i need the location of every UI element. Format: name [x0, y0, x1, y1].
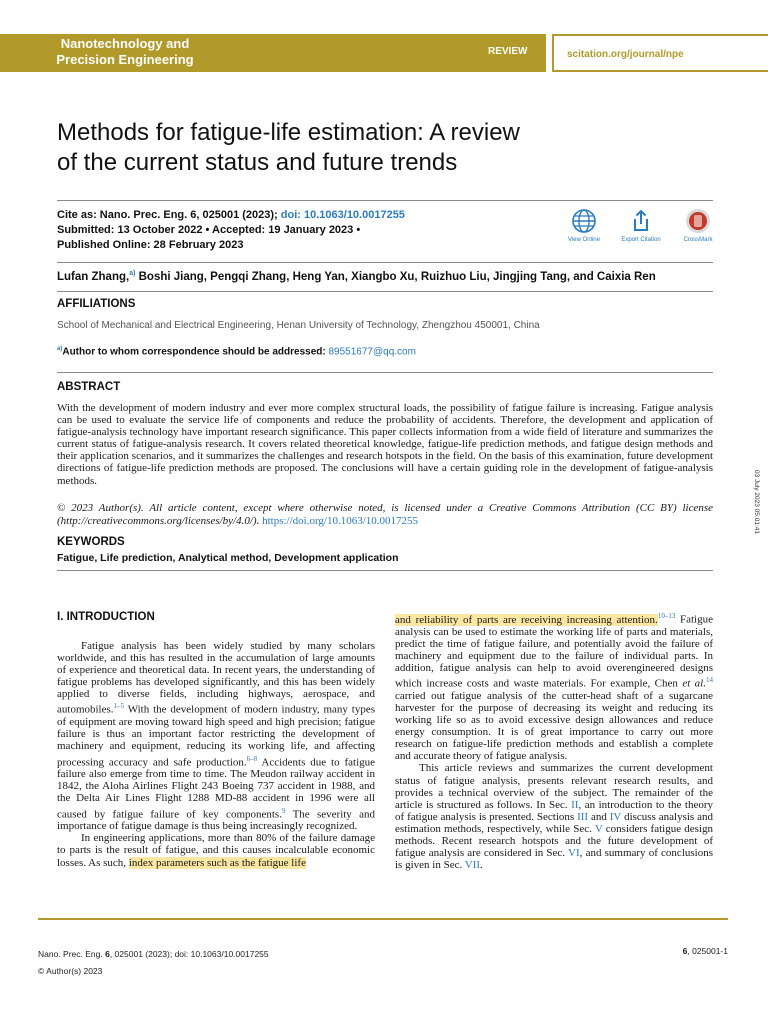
journal-name-line1: Nanotechnology and: [60, 36, 190, 51]
citation-block: [57, 208, 405, 253]
crossmark-icon: [685, 208, 711, 234]
section-link[interactable]: III: [577, 810, 589, 823]
author-list: [57, 270, 656, 283]
body-column-left: [57, 640, 375, 869]
body-column-right: [395, 610, 713, 871]
cite-prefix: Cite as: Nano. Prec. Eng.: [57, 209, 191, 221]
page-number: 6, 025001-1: [682, 946, 728, 956]
export-citation-button[interactable]: [617, 208, 665, 243]
citation-ref[interactable]: 6–8: [246, 754, 258, 763]
intro-paragraph-3: This article reviews and summarizes the current development status of fatigue analysis, presents relevant research results, and provides a technical overview of the subject. The remainder of the article is structured as follows. In Sec. II, an introduction to the theory of fatigue analysis is presented. Sections III and IV discuss analysis and estimation methods, respectively, while Sec. V considers fatigue design methods. Recent research hotspots and the future development of fatigue analysis are considered in Sec. VI, and summary of conclusions is given in Sec. VII.: [395, 762, 714, 872]
divider: [57, 570, 713, 571]
corr-text: Author to whom correspondence should be addressed:: [62, 346, 329, 358]
submitted-dates: Submitted: 13 October 2022 • Accepted: 19 January 2023 •: [57, 224, 361, 236]
export-citation-label: Export Citation: [621, 237, 661, 243]
footer-citation: Nano. Prec. Eng. 6, 025001 (2023); doi: 10.1063/10.0017255 © Author(s) 2023: [38, 946, 269, 980]
keywords-heading: KEYWORDS: [57, 536, 125, 548]
journal-url-link[interactable]: scitation.org/journal/npe: [567, 49, 684, 60]
article-type-label: REVIEW: [488, 46, 528, 57]
license-text: © 2023 Author(s). All article content, except where otherwise noted, is licensed under a Creative Commons Attribution (CC BY) license (http://creativecommons.org/licenses/by/4.0/).: [57, 502, 713, 527]
doi-link[interactable]: doi: 10.1063/10.0017255: [280, 209, 405, 221]
abstract-text: With the development of modern industry and ever more complex structural loads, the possibility of fatigue failure is increasing. Fatigue analysis can be used to evaluate the service life of components and reduce the probability of accidents. Therefore, the development and application of fatigue-analysis technology have important research significance. This paper collects information from a wide field of literature and summarizes the current status of fatigue-analysis research. It covers related theoretical knowledge, fatigue-life prediction methods, and fatigue design methods and their application scenarios, and it summarizes the challenges and research hotspots in the field. On the basis of this examination, future development directions of fatigue-life prediction methods are proposed. The conclusions will have a certain guiding role in the development of fatigue-analysis methods.: [57, 402, 713, 487]
title-line1: Methods for fatigue-life estimation: A review: [57, 119, 520, 146]
citation-ref[interactable]: 9: [281, 806, 286, 815]
journal-name-line2: Precision Engineering: [56, 52, 194, 67]
cite-rest: , 025001 (2023);: [196, 209, 281, 221]
footer-rule: [38, 918, 728, 920]
intro-paragraph-1: Fatigue analysis has been widely studied by many scholars worldwide, and this has resulted in the accumulation of large amounts of experience and theoretical data. In recent years, the understanding of fatigue problems has developed significantly, and this has been widely applied to diverse fields, including highways, aerospace, and automobiles.$^{1-5}$ With the development of modern industry, many types of equipment are moving toward high speed and high precision; fatigue failure is thus an important factor restricting the development of machinery and equipment, reducing its working life, and affecting processing accuracy and safe production.$^{6-8}$ Accidents due to fatigue failure also emerge from time to time. The Meudon railway accident in 1842, the Aloha Airlines Flight 243 Boeing 737 accident in 1988, and the Delta Air Lines Flight 1288 MD-88 accident in 1996 were all caused by fatigue failure of key components.$^9$ The severity and importance of fatigue damage is thus being increasingly recognized.: [57, 640, 376, 833]
citation-ref[interactable]: 10–13: [657, 612, 676, 620]
email-link[interactable]: 89551677@qq.com: [328, 346, 416, 358]
crossmark-button[interactable]: [674, 208, 722, 243]
first-author: Lufan Zhang,: [57, 270, 130, 283]
download-timestamp: 03 July 2023 05:01:41: [753, 470, 760, 534]
citation-ref[interactable]: 1–5: [113, 702, 125, 711]
abstract-heading: ABSTRACT: [57, 381, 121, 393]
license-doi-link[interactable]: https://doi.org/10.1063/10.0017255: [262, 514, 419, 527]
view-online-button[interactable]: [560, 208, 608, 243]
license-statement: [57, 502, 713, 527]
author-footnote-mark: a): [129, 270, 136, 277]
highlighted-text: and reliability of parts are receiving increasing attention.: [395, 613, 658, 626]
section-link[interactable]: VII: [464, 859, 481, 872]
section-link[interactable]: V: [594, 822, 603, 835]
section-link[interactable]: II: [571, 798, 579, 811]
correspondence-note: [57, 346, 416, 357]
affiliations-heading: AFFILIATIONS: [57, 298, 136, 310]
divider: [57, 372, 713, 373]
title-line2: of the current status and future trends: [57, 149, 458, 176]
other-authors: Boshi Jiang, Pengqi Zhang, Heng Yan, Xiangbo Xu, Ruizhuo Liu, Jingjing Tang, and Caixia Ren: [135, 270, 656, 283]
highlighted-text: index parameters such as the fatigue life: [128, 856, 306, 869]
divider: [57, 291, 713, 292]
view-online-label: View Online: [568, 237, 600, 243]
corr-footnote-mark: a): [57, 346, 63, 352]
published-date: Published Online: 28 February 2023: [57, 239, 244, 251]
article-title: [57, 118, 697, 178]
journal-name: [40, 36, 210, 68]
section-link[interactable]: VI: [568, 847, 580, 860]
footer-copyright: © Author(s) 2023: [38, 966, 103, 976]
section-link[interactable]: IV: [609, 810, 622, 823]
intro-paragraph-2: In engineering applications, more than 80% of the failure damage to parts is the result of fatigue, and this causes incalculable economic losses. As such, index parameters such as the fatigue life: [57, 832, 375, 869]
crossmark-label: CrossMark: [683, 237, 713, 243]
divider: [57, 200, 713, 201]
citation-ref[interactable]: 14: [706, 676, 713, 685]
cite-volume: 6: [190, 209, 197, 221]
keywords-list: Fatigue, Life prediction, Analytical method, Development application: [57, 552, 399, 564]
affiliation-text: School of Mechanical and Electrical Engineering, Henan University of Technology, Zhengzhou 450001, China: [57, 320, 540, 331]
intro-paragraph-2-cont: and reliability of parts are receiving increasing attention.$^{10-13}$ Fatigue analysis can be used to estimate the working life of parts and materials, predict the time of fatigue failure, and potentially avoid the failure of machinery and equipment due to the failure of individual parts. In addition, fatigue analysis can help to avoid overengineered designs which increase costs and waste materials. For example, Chen et al.$^{14}$ carried out fatigue analysis of the cutter-head shaft of a sugarcane harvester for the purpose of decreasing its weight and reducing its working life so as to avoid excessive design allowances and reduce energy consumption. It is of great importance to carry out more research on fatigue-life prediction methods and establish a complete and accurate theory of fatigue analysis.: [395, 612, 713, 763]
introduction-heading: I. INTRODUCTION: [57, 611, 155, 623]
globe-icon: [571, 208, 597, 234]
divider: [57, 262, 713, 263]
export-icon: [628, 208, 654, 234]
